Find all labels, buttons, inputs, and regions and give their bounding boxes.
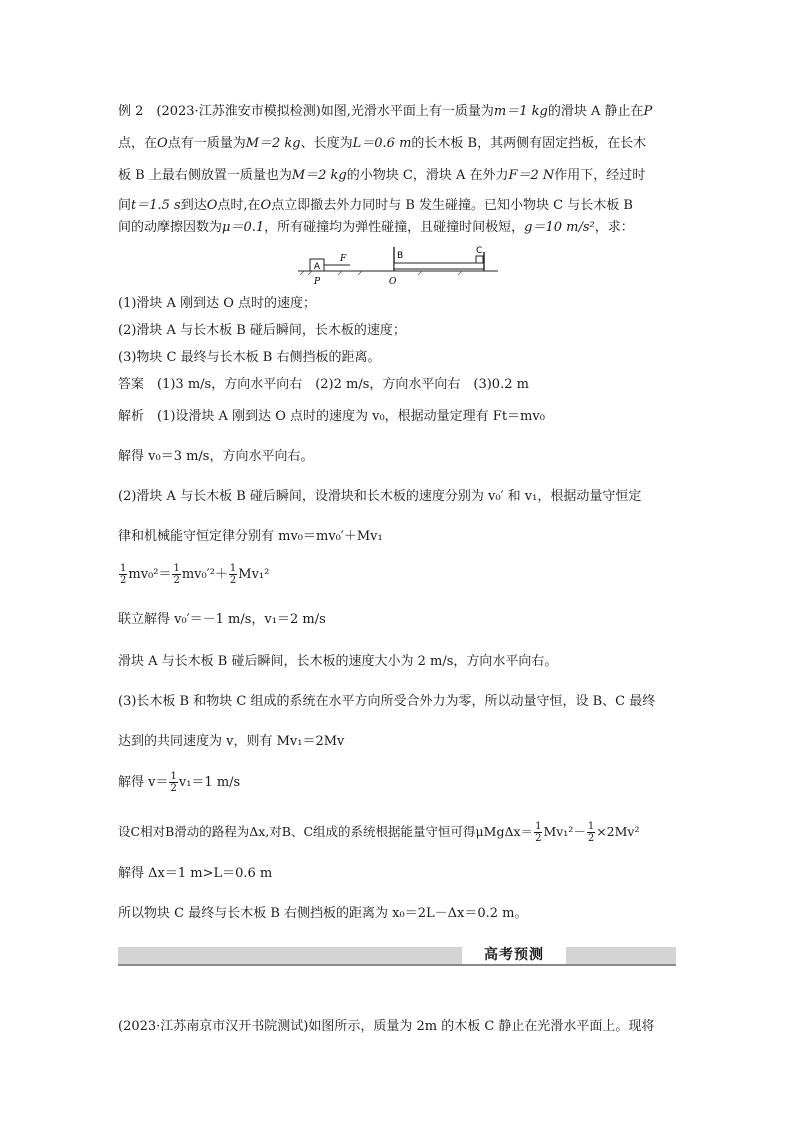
ground-hatch — [300, 271, 462, 275]
common-velocity-equation: 解得 v＝ $\frac{1}{2}$ v₁＝1 m/s — [118, 771, 241, 794]
question-2: (2)滑块 A 与长木板 B 碰后瞬间，长木板的速度； — [118, 323, 406, 338]
solution-line-12: 解得 Δx＝1 m>L＝0.6 m — [118, 866, 273, 881]
section-header-bg — [118, 947, 676, 964]
solution-line-9: 达到的共同速度为 v，则有 Mv₁＝2Mv — [118, 734, 345, 749]
problem-line-2: 点，在O点有一质量为M＝2 kg、长度为L＝0.6 m的长木板 B，其两侧有固定挡板，在长木 — [118, 136, 647, 151]
solution-line-3: (2)滑块 A 与长木板 B 碰后瞬间，设滑块和长木板的速度分别为 v₀′ 和 v₁，根据动量守恒定 — [118, 489, 642, 504]
question-1: (1)滑块 A 刚到达 O 点时的速度； — [118, 296, 316, 311]
question-3: (3)物块 C 最终与长木板 B 右侧挡板的距离。 — [118, 350, 381, 365]
solution-line-7: 滑块 A 与长木板 B 碰后瞬间，长木板的速度大小为 2 m/s，方向水平向右。 — [118, 654, 558, 669]
problem-line-5: 间的动摩擦因数为μ＝0.1，所有碰撞均为弹性碰撞，且碰撞时间极短，g＝10 m/s²，求： — [118, 220, 634, 235]
solution-line-13: 所以物块 C 最终与长木板 B 右侧挡板的距离为 x₀＝2L－Δx＝0.2 m。 — [118, 906, 528, 921]
energy-conservation-equation: 设C相对B滑动的路程为Δx,对B、C组成的系统根据能量守恒可得μMgΔx＝ $\frac{1}{2}$ Mv₁²－ $\frac{1}{2}$ ×2Mv² — [118, 821, 640, 844]
solution-line-1: 解析 (1)设滑块 A 刚到达 O 点时的速度为 v₀，根据动量定理有 Ft＝mv₀ — [118, 409, 545, 424]
label-p: P — [314, 277, 321, 287]
solution-line-4: 律和机械能守恒定律分别有 mv₀＝mv₀′＋Mv₁ — [118, 529, 383, 544]
solution-line-2: 解得 v₀＝3 m/s，方向水平向右。 — [118, 449, 314, 464]
label-f: F — [340, 254, 347, 264]
problem-line-4: 间t＝1.5 s到达O点时,在O点立即撤去外力同时与 B 发生碰撞。已知小物块 C 与长木板 B — [118, 198, 633, 213]
section-header — [118, 947, 676, 967]
solution-line-6: 联立解得 v₀′＝－1 m/s，v₁＝2 m/s — [118, 612, 326, 627]
label-b: B — [397, 251, 404, 261]
section-title: 高考预测 — [462, 947, 566, 964]
section-header-rule — [118, 964, 676, 966]
label-c: C — [476, 246, 483, 256]
problem-line-1: 例 2 (2023·江苏淮安市模拟检测)如图,光滑水平面上有一质量为m＝1 kg的滑块 A 静止在P — [118, 104, 653, 119]
label-o: O — [389, 277, 397, 287]
board-b — [394, 263, 484, 269]
solution-line-8: (3)长木板 B 和物块 C 组成的系统在水平方向所受合外力为零，所以动量守恒，设 B、C 最终 — [118, 694, 656, 709]
answer: 答案 (1)3 m/s，方向水平向右 (2)2 m/s，方向水平向右 (3)0.2 m — [118, 377, 529, 392]
block-c — [476, 256, 483, 263]
next-problem-line: (2023·江苏南京市汉开书院测试)如图所示，质量为 2m 的木板 C 静止在光滑水平面上。现将 — [118, 1019, 655, 1034]
collision-diagram — [298, 244, 498, 288]
label-a: A — [313, 262, 321, 272]
energy-equation: $\frac{1}{2}$ mv₀²＝ $\frac{1}{2}$ mv₀′²＋ $\frac{1}{2}$ Mv₁² — [120, 563, 270, 586]
problem-line-3: 板 B 上最右侧放置一质量也为M＝2 kg的小物块 C，滑块 A 在外力F＝2 N作用下，经过时 — [118, 168, 646, 183]
